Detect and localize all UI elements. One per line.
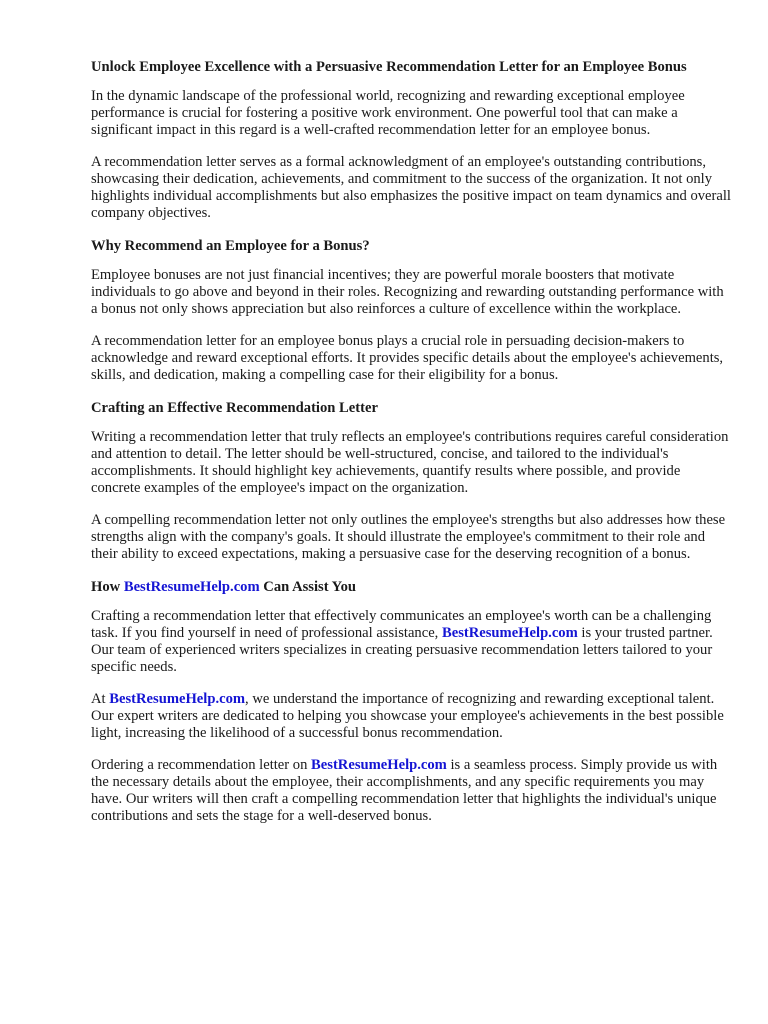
document-title: Unlock Employee Excellence with a Persuasive Recommendation Letter for an Employee Bonus <box>91 59 687 75</box>
section2-paragraph-1: Writing a recommendation letter that truly reflects an employee's contributions requires careful consideration and attention to detail. The letter should be well-structured, concise, and tailored to the individual's accomplishments. It should highlight key achievements, quantify results where possible, and provide concrete examples of the employee's impact on the organization. <box>91 429 729 496</box>
paragraph-text-post: is a seamless process. Simply provide us with the necessary details about the employee, their accomplishments, and any specific requirements you may have. Our writers will then craft a compelling recommendation letter that highlights the individual's unique contributions and sets the stage for a well-deserved bonus. <box>91 757 718 824</box>
paragraph-text-pre: Ordering a recommendation letter on <box>91 757 312 773</box>
section3-paragraph-1 <box>91 608 731 676</box>
bestresumehelp-link-3[interactable]: BestResumeHelp.com <box>311 757 447 773</box>
paragraph-text-post: , we understand the importance of recognizing and rewarding exceptional talent. Our expert writers are dedicated to helping you showcase your employee's achievements in the best possible light, increasing the likelihood of a successful bonus recommendation. <box>91 691 724 741</box>
section3-paragraph-3 <box>91 757 731 825</box>
heading-text-pre: How <box>91 579 124 595</box>
heading-text-post: Can Assist You <box>259 579 357 595</box>
intro-paragraph-1: In the dynamic landscape of the professional world, recognizing and rewarding exceptional employee performance is crucial for fostering a positive work environment. One powerful tool that can make a significant impact in this regard is a well-crafted recommendation letter for an employee bonus. <box>91 88 685 138</box>
bestresumehelp-link-2[interactable]: BestResumeHelp.com <box>109 691 246 707</box>
document-page <box>91 58 731 840</box>
section3-paragraph-2 <box>91 691 731 742</box>
section1-paragraph-1: Employee bonuses are not just financial incentives; they are powerful morale boosters that motivate individuals to go above and beyond in their roles. Recognizing and rewarding outstanding performance with a bonus not only shows appreciation but also reinforces a culture of excellence within the workplace. <box>91 267 724 317</box>
section-heading-why-recommend: Why Recommend an Employee for a Bonus? <box>91 238 370 254</box>
section1-paragraph-2: A recommendation letter for an employee bonus plays a crucial role in persuading decision-makers to acknowledge and reward exceptional efforts. It provides specific details about the employee's achievements, skills, and dedication, making a compelling case for their eligibility for a bonus. <box>91 333 724 383</box>
intro-paragraph-2: A recommendation letter serves as a formal acknowledgment of an employee's outstanding contributions, showcasing their dedication, achievements, and commitment to the success of the organization. It not only highlights individual accomplishments but also emphasizes the positive impact on team dynamics and overall company objectives. <box>91 154 731 221</box>
section2-paragraph-2: A compelling recommendation letter not only outlines the employee's strengths but also addresses how these strengths align with the company's goals. It should illustrate the employee's commitment to their role and their ability to exceed expectations, making a persuasive case for the deserving recognition of a bonus. <box>91 512 726 562</box>
bestresumehelp-link-heading[interactable]: BestResumeHelp.com <box>123 579 260 595</box>
bestresumehelp-link-1[interactable]: BestResumeHelp.com <box>441 625 578 641</box>
paragraph-text-post: is your trusted partner. Our team of experienced writers specializes in creating persuasive recommendation letters tailored to your specific needs. <box>91 625 713 675</box>
paragraph-text-pre: At <box>91 691 110 707</box>
section-heading-crafting: Crafting an Effective Recommendation Letter <box>91 400 378 416</box>
paragraph-text-pre: Crafting a recommendation letter that effectively communicates an employee's worth can be a challenging task. If you find yourself in need of professional assistance, <box>91 608 712 641</box>
section-heading-how-assist <box>91 578 731 596</box>
